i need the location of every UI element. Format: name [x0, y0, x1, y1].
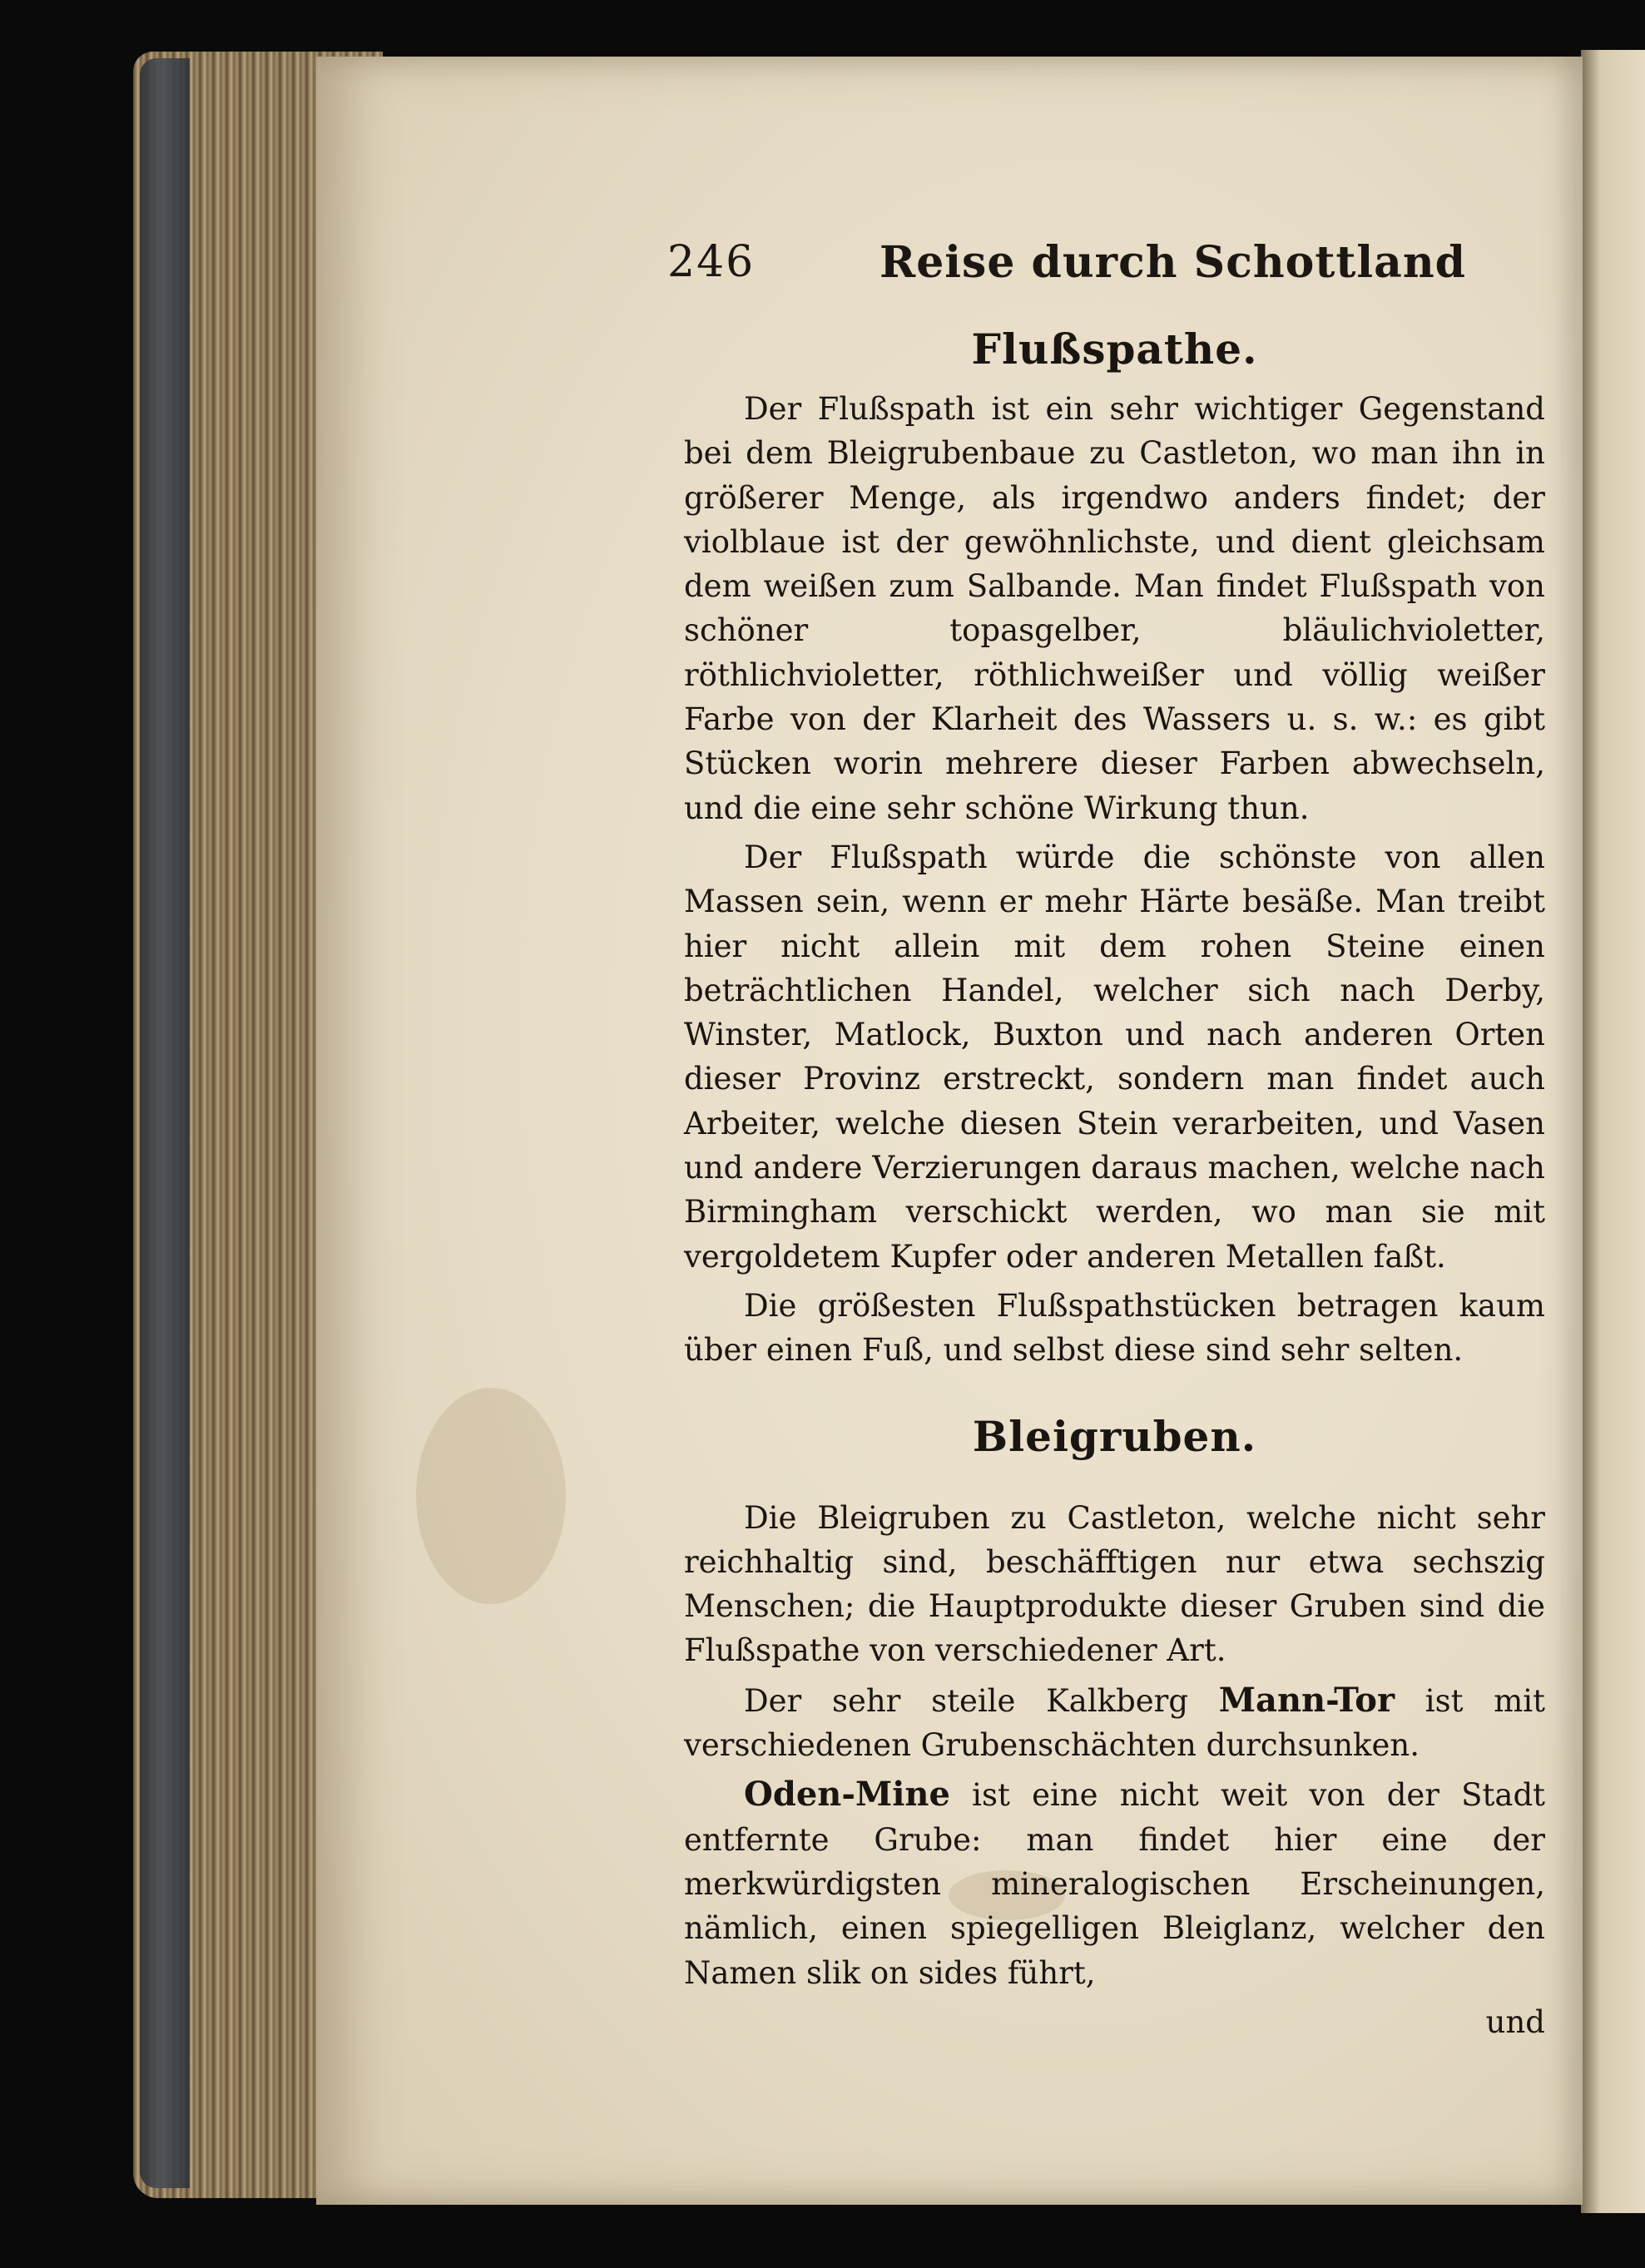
- page-stain: [416, 1388, 566, 1604]
- section-heading-flussspathe: Flußspathe.: [971, 324, 1258, 374]
- paragraph: [684, 1678, 1545, 1768]
- paragraph-text: ist mit verschiedenen Grubenschächten durchsunken.: [684, 1682, 1545, 1764]
- paragraph-text: ist eine nicht weit von der Stadt entfernte Grube: man findet hier eine der merkwürdigsten mineralogischen Erscheinungen, nämlich, einen spiegelligen Bleiglanz, welcher den Namen slik on sides führt,: [684, 1777, 1546, 1991]
- next-page-edge: [1581, 50, 1645, 2213]
- paragraph: Die größesten Flußspathstücken betragen kaum über einen Fuß, und selbst diese sind sehr selten.: [684, 1287, 1545, 1369]
- paragraph: [684, 1772, 1545, 1994]
- page-body: [684, 320, 1545, 2044]
- catchword: und: [1485, 2003, 1545, 2040]
- emphasized-name: Oden-Mine: [744, 1775, 950, 1815]
- running-title: Reise durch Schottland: [879, 237, 1467, 288]
- section-heading-bleigruben: Bleigruben.: [972, 1411, 1257, 1461]
- paragraph: Der Flußspath ist ein sehr wichtiger Gegenstand bei dem Bleigrubenbaue zu Castleton, wo man ihn in größerer Menge, als irgendwo anders findet; der violblaue ist der gewöhnlichste, und dient gleichsam dem weißen zum Salbande. Man findet Flußspath von schöner topasgelber, bläulichvioletter, röthlichvioletter, röthlichweißer und völlig weißer Farbe von der Klarheit des Wassers u. s. w.: es gibt Stücken worin mehrere dieser Farben abwechseln, und die eine sehr schöne Wirkung thun.: [684, 391, 1545, 826]
- book-cover-edge: [140, 58, 190, 2188]
- page-number: 246: [667, 237, 756, 287]
- paragraph: Der Flußspath würde die schönste von allen Massen sein, wenn er mehr Härte besäße. Man treibt hier nicht allein mit dem rohen Steine einen beträchtlichen Handel, welcher sich nach Derby, Winster, Matlock, Buxton und nach anderen Orten dieser Provinz erstreckt, sondern man findet auch Arbeiter, welche diesen Stein verarbeiten, und Vasen und andere Verzierungen daraus machen, welche nach Birmingham verschickt werden, wo man sie mit vergoldetem Kupfer oder anderen Metallen faßt.: [684, 839, 1545, 1275]
- running-head: [667, 237, 1562, 295]
- paragraph-text: Der sehr steile Kalkberg: [744, 1682, 1189, 1719]
- emphasized-name: Mann-Tor: [1218, 1680, 1395, 1720]
- paragraph: Die Bleigruben zu Castleton, welche nicht sehr reichhaltig sind, beschäfftigen nur etwa sechszig Menschen; die Hauptprodukte dieser Gruben sind die Flußspathe von verschiedener Art.: [684, 1499, 1545, 1669]
